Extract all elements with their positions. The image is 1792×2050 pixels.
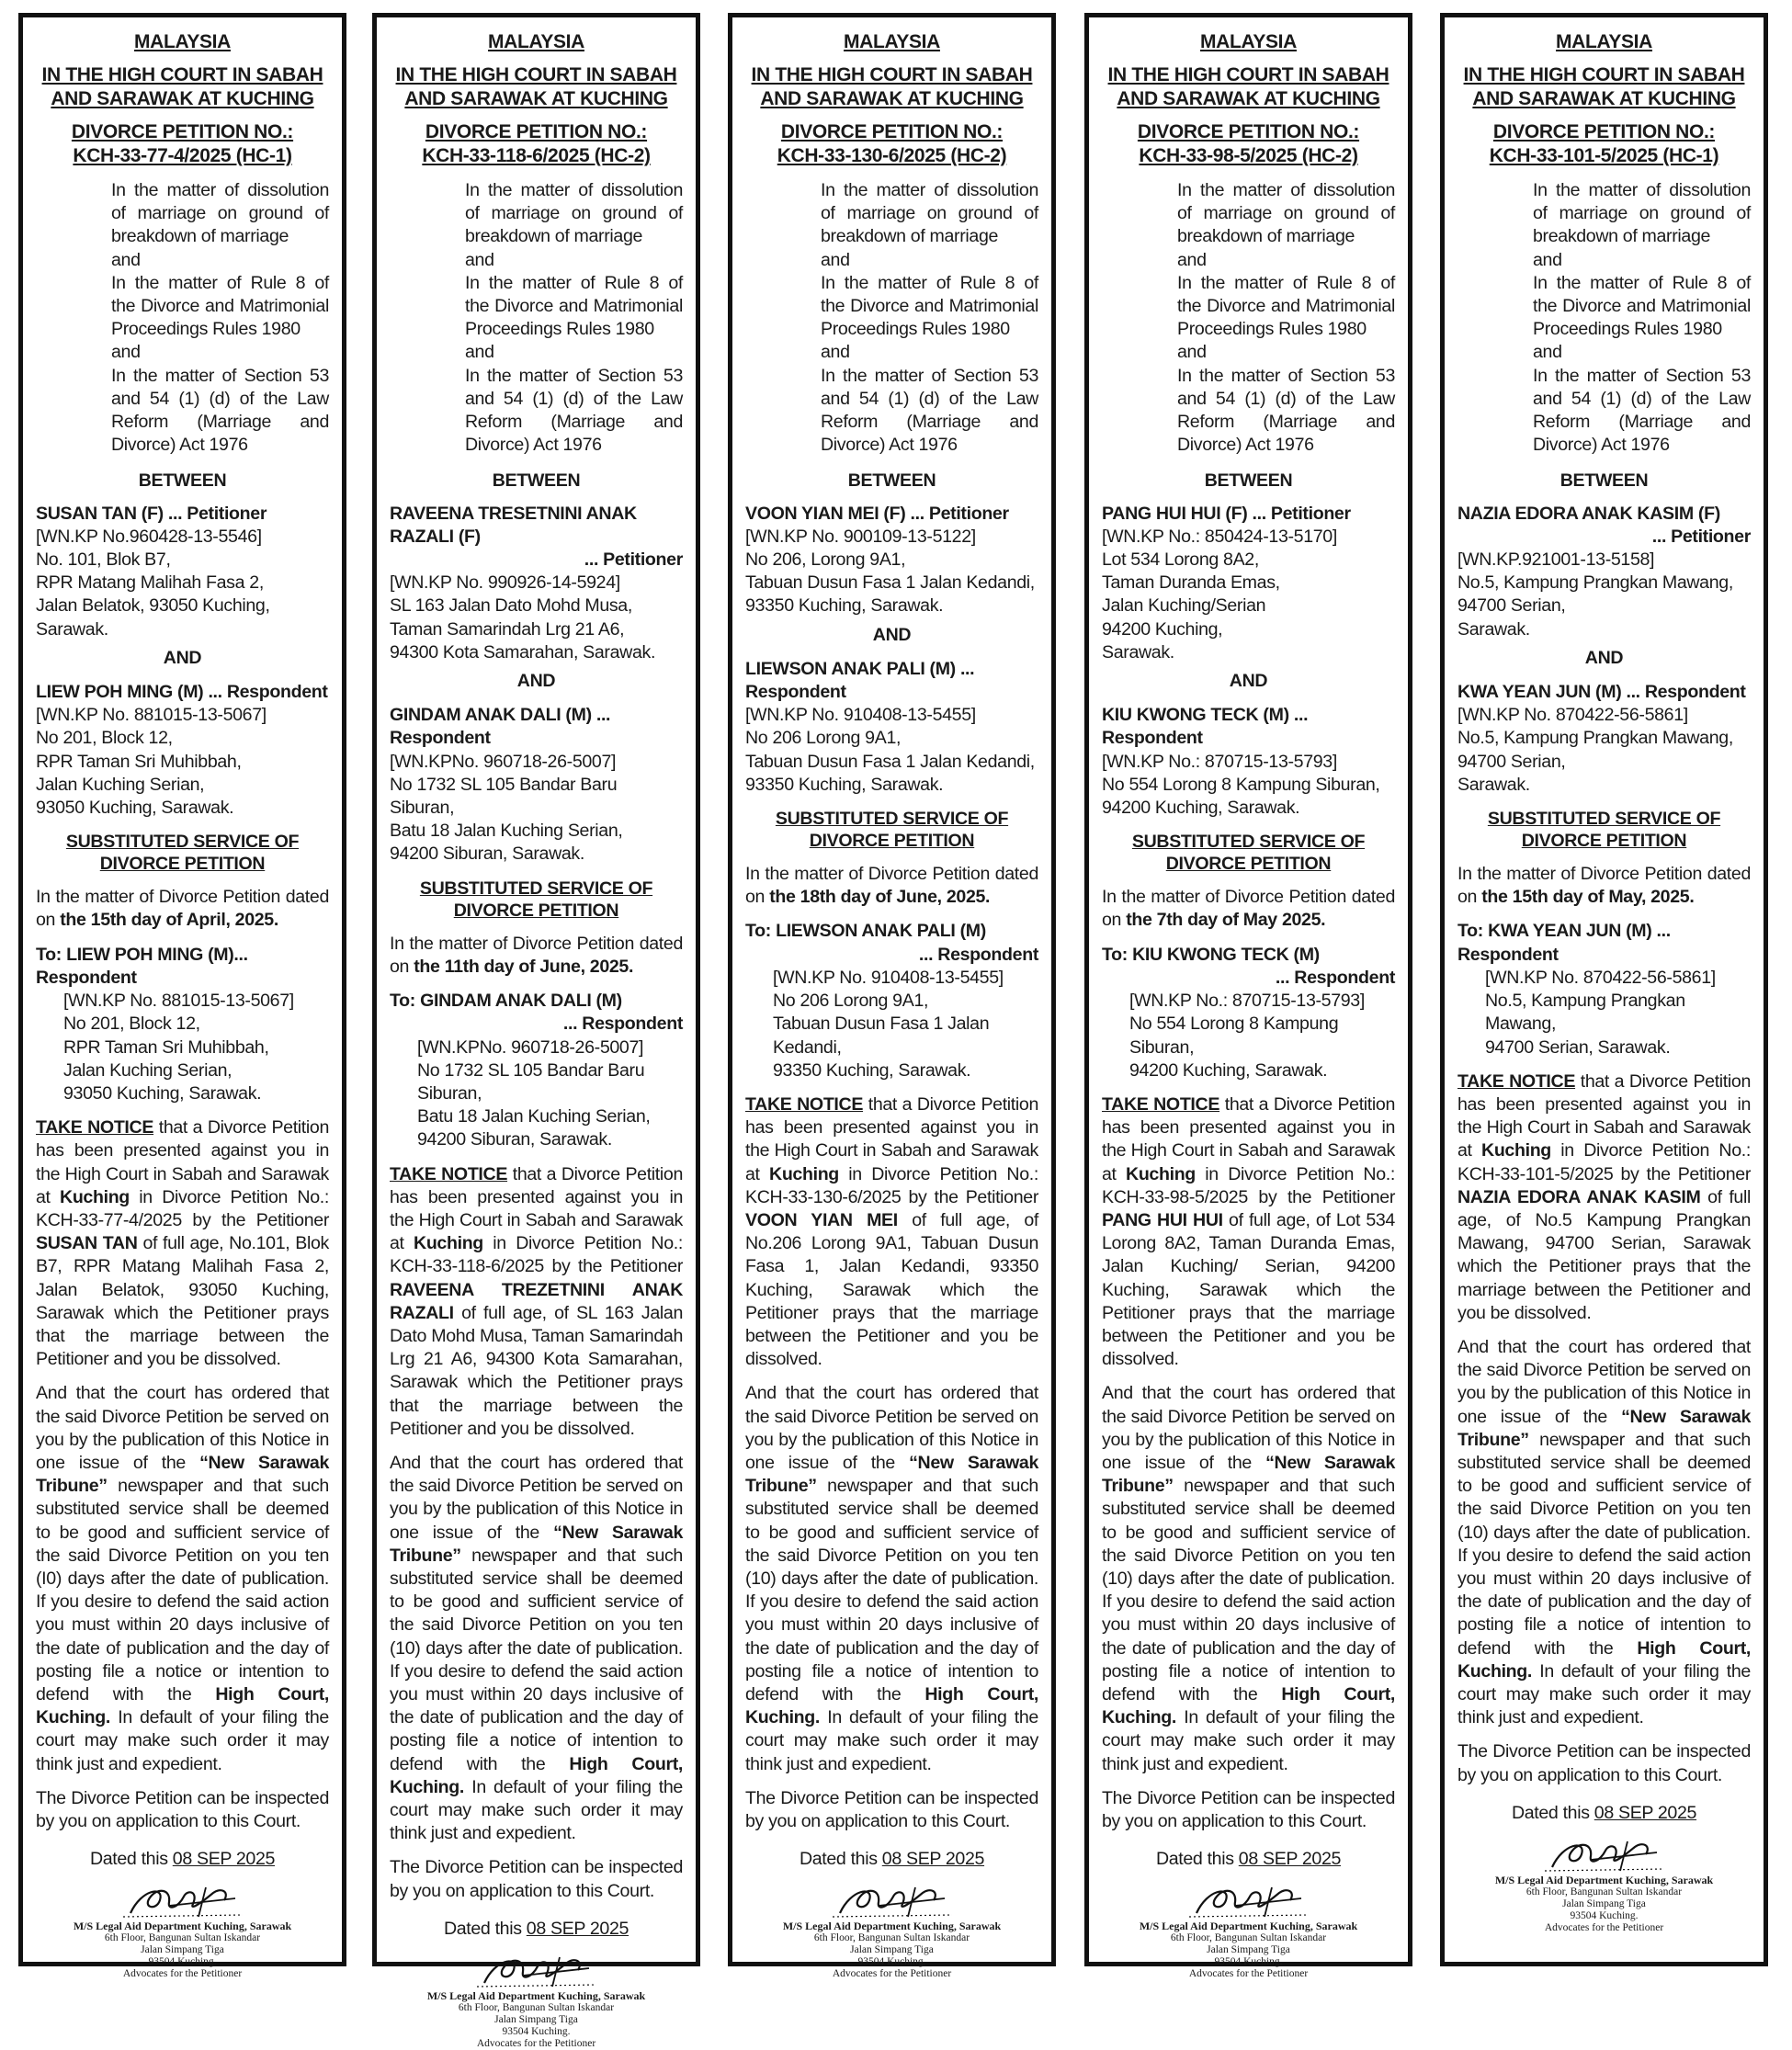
petitioner-ic: [WN.KP No.960428-13-5546] — [36, 526, 262, 547]
address-line: 94200 Siburan, Sarawak. — [417, 1129, 612, 1150]
to-block: To: LIEW POH MING (M)... Respondent [WN.KP No. 881015-13-5067] No 201, Block 12, RPR Taman Sri Muhibbah, Jalan Kuching Serian, 93050 Kuching, Sarawak. — [36, 944, 329, 1105]
take-notice-label: TAKE NOTICE — [1457, 1070, 1576, 1092]
address-line: 93050 Kuching, Sarawak. — [63, 1082, 262, 1104]
address-line: 94200 Kuching, — [1102, 618, 1223, 640]
to-block: To: KIU KWONG TECK (M) ... Respondent [WN.KP No.: 870715-13-5793] No 554 Lorong 8 Kampung Siburan, 94200 Kuching, Sarawak. — [1102, 944, 1395, 1082]
petitioner-block — [390, 503, 683, 664]
petition-number-heading: DIVORCE PETITION NO.: KCH-33-101-5/2025 (HC-1) — [1489, 121, 1719, 166]
respondent-name: KIU KWONG TECK (M) — [1102, 705, 1289, 726]
and-label: AND — [1229, 671, 1268, 692]
advocate-block: M/S Legal Aid Department Kuching, Sarawak 6th Floor, Bangunan Sultan Iskandar Jalan Simpang Tiga 93504 Kuching. Advocates for the Petitioner — [1494, 1874, 1714, 1933]
legal-notice-column-5 — [1440, 13, 1768, 1966]
dated-line: Dated this 08 SEP 2025 — [799, 1849, 985, 1870]
court-heading: IN THE HIGH COURT IN SABAH AND SARAWAK AT KUCHING — [1463, 64, 1745, 109]
address-line: SL 163 Jalan Dato Mohd Musa, — [390, 595, 632, 617]
to-name: GINDAM ANAK DALI (M) — [420, 991, 622, 1012]
signature-icon — [1180, 1880, 1318, 1920]
address-line: Lot 534 Lorong 8A2, — [1102, 549, 1259, 571]
petitioner-address — [1457, 572, 1751, 641]
between-label: BETWEEN — [492, 470, 581, 492]
to-name: KIU KWONG TECK (M) — [1132, 944, 1320, 965]
petitioner-name-line — [745, 503, 1038, 526]
address-line: Jalan Belatok, 93050 Kuching, — [36, 595, 270, 617]
to-ic: [WN.KP No. 910408-13-5455] — [773, 967, 1004, 988]
country-heading: MALAYSIA — [844, 31, 940, 52]
substituted-service-heading: SUBSTITUTED SERVICE OF DIVORCE PETITION — [1487, 809, 1721, 852]
address-line: Tabuan Dusun Fasa 1 Jalan Kedandi, — [773, 1014, 990, 1058]
to-name: KWA YEAN JUN (M) ... Respondent — [1457, 921, 1671, 965]
to-ic: [WN.KP No. 881015-13-5067] — [63, 991, 294, 1012]
to-role: ... Respondent — [1275, 967, 1395, 988]
address-line: Jalan Kuching/Serian — [1102, 595, 1266, 617]
petitioner-ic: [WN.KP No. 900109-13-5122] — [745, 526, 976, 547]
petition-number-heading: DIVORCE PETITION NO.: KCH-33-118-6/2025 (HC-2) — [422, 121, 651, 166]
court-order-paragraph: And that the court has ordered that the said Divorce Petition be served on you by the publication of this Notice in one issue of the “New Sarawak Tribune” newspaper and that such substituted service shall be deemed to be good and sufficient service of the said Divorce Petition on you ten (10) days after the date of publication. If you desire to defend the said action you must within 20 days inclusive of the date of publication and the day of posting file a notice of intention to defend with the High Court, Kuching. In default of your filing the court may make such order it may think just and expedient. — [1457, 1336, 1751, 1728]
between-label: BETWEEN — [847, 470, 936, 492]
take-notice-label: TAKE NOTICE — [745, 1093, 864, 1115]
petitioner-block — [745, 503, 1038, 618]
dated-date: 08 SEP 2025 — [172, 1849, 276, 1870]
respondent-name-line — [745, 658, 1038, 704]
address-line: Sarawak. — [36, 618, 108, 640]
petitioner-name-line — [1102, 503, 1395, 526]
address-line: No 1732 SL 105 Bandar Baru Siburan, — [417, 1059, 645, 1104]
address-line: Tabuan Dusun Fasa 1 Jalan Kedandi, — [745, 572, 1035, 594]
dated-line: Dated this 08 SEP 2025 — [89, 1849, 276, 1870]
to-address — [1485, 990, 1751, 1059]
address-line: No. 101, Blok B7, — [36, 549, 171, 571]
inspection-paragraph: The Divorce Petition can be inspected by you on application to this Court. — [390, 1857, 683, 1901]
and-label: AND — [516, 671, 556, 692]
dated-line: Dated this 08 SEP 2025 — [1155, 1849, 1342, 1870]
matter-clauses: In the matter of dissolution of marriage on ground of breakdown of marriage and In the matter of Rule 8 of the Divorce and Matrimonial Proceedings Rules 1980 and In the matter of Section 53 and 54 (1) (d) of the Law Reform (Marriage and Divorce) Act 1976 — [821, 180, 1038, 456]
address-line: No 201, Block 12, — [63, 1014, 200, 1035]
petitioner-name: SUSAN TAN (F) — [36, 503, 164, 524]
inspection-paragraph: The Divorce Petition can be inspected by you on application to this Court. — [1102, 1787, 1395, 1831]
to-ic: [WN.KPNo. 960718-26-5007] — [417, 1036, 644, 1058]
inspection-paragraph: The Divorce Petition can be inspected by you on application to this Court. — [36, 1787, 329, 1831]
legal-notice-column-4 — [1084, 13, 1412, 1980]
address-line: No 201, Block 12, — [36, 728, 173, 749]
petition-date-paragraph: In the matter of Divorce Petition dated on the 18th day of June, 2025. — [745, 864, 1038, 908]
signature-icon — [468, 1950, 606, 1990]
court-order-paragraph: And that the court has ordered that the said Divorce Petition be served on you by the publication of this Notice in one issue of the “New Sarawak Tribune” newspaper and that such substituted service shall be deemed to be good and sufficient service of the said Divorce Petition on you ten (10) days after the date of publication. If you desire to defend the said action you must within 20 days inclusive of the date of publication and the day of posting file a notice of intention to defend with the High Court, Kuching. In default of your filing the court may make such order it may think just and expedient. — [390, 1452, 683, 1844]
petition-number-heading: DIVORCE PETITION NO.: KCH-33-98-5/2025 (HC-2) — [1137, 121, 1360, 166]
take-notice-label: TAKE NOTICE — [36, 1117, 154, 1138]
respondent-name: LIEW POH MING (M) — [36, 682, 204, 703]
petition-date: the 15th day of May, 2025. — [1481, 887, 1695, 908]
to-ic: [WN.KP No. 870422-56-5861] — [1485, 967, 1716, 988]
take-notice-paragraph: TAKE NOTICE that a Divorce Petition has been presented against you in the High Court in Sabah and Sarawak at Kuching in Divorce Petition No.: KCH-33-118-6/2025 by the Petitioner RAVEENA TREZETNINI ANAK RAZALI of full age, of SL 163 Jalan Dato Mohd Musa, Taman Samarindah Lrg 21 A6, 94300 Kota Samarahan, Sarawak which the Petitioner prays that the marriage between the Petitioner and you be dissolved. — [390, 1163, 683, 1439]
petitioner-name: RAVEENA TRESETNINI ANAK RAZALI (F) — [390, 503, 637, 547]
respondent-block — [1102, 704, 1395, 820]
matter-clauses: In the matter of dissolution of marriage on ground of breakdown of marriage and In the matter of Rule 8 of the Divorce and Matrimonial Proceedings Rules 1980 and In the matter of Section 53 and 54 (1) (d) of the Law Reform (Marriage and Divorce) Act 1976 — [1177, 180, 1395, 456]
petitioner-role: ... Petitioner — [910, 503, 1009, 524]
address-line: No 206, Lorong 9A1, — [745, 549, 906, 571]
address-line: Sarawak. — [1457, 774, 1530, 795]
petitioner-block — [36, 503, 329, 641]
address-line: Sarawak. — [1102, 641, 1174, 663]
respondent-name-line — [36, 681, 329, 704]
address-line: Batu 18 Jalan Kuching Serian, — [390, 821, 623, 842]
petition-date-paragraph: In the matter of Divorce Petition dated on the 15th day of May, 2025. — [1457, 864, 1751, 908]
dated-date: 08 SEP 2025 — [881, 1849, 985, 1870]
petition-date-paragraph: In the matter of Divorce Petition dated on the 11th day of June, 2025. — [390, 933, 683, 977]
to-ic: [WN.KP No.: 870715-13-5793] — [1129, 991, 1365, 1012]
address-line: 94700 Serian, — [1457, 595, 1566, 617]
take-notice-paragraph: TAKE NOTICE that a Divorce Petition has been presented against you in the High Court in Sabah and Sarawak at Kuching in Divorce Petition No.: KCH-33-98-5/2025 by the Petitioner PANG HUI HUI of full age, of Lot 534 Lorong 8A2, Taman Duranda Emas, Jalan Kuching/ Serian, 94200 Kuching, Sarawak which the Petitioner prays that the marriage between the Petitioner and you be dissolved. — [1102, 1093, 1395, 1370]
inspection-paragraph: The Divorce Petition can be inspected by you on application to this Court. — [1457, 1741, 1751, 1785]
petitioner-role: ... Petitioner — [1651, 526, 1751, 547]
matter-clauses: In the matter of dissolution of marriage on ground of breakdown of marriage and In the matter of Rule 8 of the Divorce and Matrimonial Proceedings Rules 1980 and In the matter of Section 53 and 54 (1) (d) of the Law Reform (Marriage and Divorce) Act 1976 — [1533, 180, 1751, 456]
petitioner-address — [36, 549, 329, 641]
address-line: RPR Matang Malihah Fasa 2, — [36, 572, 264, 594]
dated-line: Dated this 08 SEP 2025 — [1511, 1802, 1697, 1823]
address-line: No 554 Lorong 8 Kampung Siburan, — [1129, 1014, 1339, 1058]
to-address — [1129, 1013, 1395, 1082]
court-heading: IN THE HIGH COURT IN SABAH AND SARAWAK AT KUCHING — [1107, 64, 1389, 109]
respondent-ic: [WN.KP No.: 870715-13-5793] — [1102, 751, 1337, 772]
matter-clauses: In the matter of dissolution of marriage on ground of breakdown of marriage and In the matter of Rule 8 of the Divorce and Matrimonial Proceedings Rules 1980 and In the matter of Section 53 and 54 (1) (d) of the Law Reform (Marriage and Divorce) Act 1976 — [465, 180, 683, 456]
to-name: LIEWSON ANAK PALI (M) — [776, 921, 986, 942]
address-line: Sarawak. — [1457, 618, 1530, 640]
respondent-block — [390, 704, 683, 866]
dated-date: 08 SEP 2025 — [1238, 1849, 1342, 1870]
address-line: Taman Samarindah Lrg 21 A6, — [390, 618, 625, 640]
respondent-address — [1102, 774, 1395, 820]
respondent-address — [390, 774, 683, 866]
to-address — [773, 990, 1038, 1082]
respondent-role: ... Respondent — [390, 705, 611, 749]
address-line: Jalan Kuching Serian, — [63, 1059, 233, 1081]
address-line: Batu 18 Jalan Kuching Serian, — [417, 1106, 651, 1127]
petitioner-ic: [WN.KP.921001-13-5158] — [1457, 549, 1655, 571]
between-label: BETWEEN — [1204, 470, 1293, 492]
to-name: LIEW POH MING (M)... Respondent — [36, 944, 248, 988]
petition-date: the 11th day of June, 2025. — [414, 956, 634, 977]
to-block: To: GINDAM ANAK DALI (M) ... Respondent [WN.KPNo. 960718-26-5007] No 1732 SL 105 Bandar Baru Siburan, Batu 18 Jalan Kuching Serian, 94200 Siburan, Sarawak. — [390, 990, 683, 1151]
petition-date: the 15th day of April, 2025. — [60, 910, 278, 931]
court-order-paragraph: And that the court has ordered that the said Divorce Petition be served on you by the publication of this Notice in one issue of the “New Sarawak Tribune” newspaper and that such substituted service shall be deemed to be good and sufficient service of the said Divorce Petition on you ten (10) days after the date of publication. If you desire to defend the said action you must within 20 days inclusive of the date of publication and the day of posting file a notice of intention to defend with the High Court, Kuching. In default of your filing the court may make such order it may think just and expedient. — [745, 1383, 1038, 1774]
address-line: 94200 Siburan, Sarawak. — [390, 844, 584, 865]
respondent-ic: [WN.KPNo. 960718-26-5007] — [390, 751, 617, 772]
respondent-role: ... Respondent — [1626, 682, 1746, 703]
petitioner-block — [1457, 503, 1751, 641]
to-address — [417, 1059, 683, 1152]
signature-icon — [114, 1880, 252, 1920]
petitioner-name-line — [390, 503, 683, 572]
address-line: No 206 Lorong 9A1, — [745, 728, 902, 749]
address-line: No 1732 SL 105 Bandar Baru Siburan, — [390, 774, 618, 819]
take-notice-label: TAKE NOTICE — [390, 1163, 508, 1184]
substituted-service-heading: SUBSTITUTED SERVICE OF DIVORCE PETITION — [775, 809, 1009, 852]
address-line: 93350 Kuching, Sarawak. — [745, 774, 944, 795]
respondent-block — [745, 658, 1038, 797]
dated-line: Dated this 08 SEP 2025 — [443, 1918, 629, 1939]
between-label: BETWEEN — [138, 470, 227, 492]
address-line: Jalan Kuching Serian, — [36, 774, 205, 795]
respondent-role: ... Respondent — [1102, 705, 1309, 749]
address-line: Taman Duranda Emas, — [1102, 572, 1280, 594]
respondent-name-line — [390, 704, 683, 750]
petition-number-heading: DIVORCE PETITION NO.: KCH-33-130-6/2025 (HC-2) — [777, 121, 1007, 166]
address-line: No 206 Lorong 9A1, — [773, 991, 929, 1012]
between-label: BETWEEN — [1559, 470, 1649, 492]
respondent-name: GINDAM ANAK DALI (M) — [390, 705, 592, 726]
to-role: ... Respondent — [562, 1014, 683, 1035]
take-notice-paragraph: TAKE NOTICE that a Divorce Petition has been presented against you in the High Court in Sabah and Sarawak at Kuching in Divorce Petition No.: KCH-33-77-4/2025 by the Petitioner SUSAN TAN of full age, No.101, Blok B7, RPR Matang Malihah Fasa 2, Jalan Belatok, 93050 Kuching, Sarawak which the Petitioner prays that the marriage between the Petitioner and you be dissolved. — [36, 1117, 329, 1370]
take-notice-paragraph: TAKE NOTICE that a Divorce Petition has been presented against you in the High Court in Sabah and Sarawak at Kuching in Divorce Petition No.: KCH-33-101-5/2025 by the Petitioner NAZIA EDORA ANAK KASIM of full age, of No.5 Kampung Prangkan Mawang, 94700 Serian, Sarawak which the Petitioner prays that the marriage between the Petitioner and you be dissolved. — [1457, 1070, 1751, 1323]
court-order-paragraph: And that the court has ordered that the said Divorce Petition be served on you by the publication of this Notice in one issue of the “New Sarawak Tribune” newspaper and that such substituted service shall be deemed to be good and sufficient service of the said Divorce Petition on you ten (I0) days after the date of publication. If you desire to defend the said action you must within 20 days inclusive of the date of publication and the day of posting file a notice or intention to defend with the High Court, Kuching. In default of your filing the court may make such order it may think just and expedient. — [36, 1383, 329, 1774]
respondent-address — [36, 727, 329, 820]
advocate-block: M/S Legal Aid Department Kuching, Sarawak 6th Floor, Bangunan Sultan Iskandar Jalan Simpang Tiga 93504 Kuching. Advocates for the Petitioner — [1139, 1920, 1358, 1980]
petition-date: the 7th day of May 2025. — [1126, 910, 1326, 931]
petitioner-ic: [WN.KP No.: 850424-13-5170] — [1102, 526, 1337, 547]
petition-date: the 18th day of June, 2025. — [769, 887, 991, 908]
and-label: AND — [163, 647, 202, 668]
country-heading: MALAYSIA — [488, 31, 584, 52]
respondent-name: LIEWSON ANAK PALI (M) — [745, 658, 956, 679]
court-heading: IN THE HIGH COURT IN SABAH AND SARAWAK AT KUCHING — [751, 64, 1033, 109]
substituted-service-heading: SUBSTITUTED SERVICE OF DIVORCE PETITION — [1131, 832, 1366, 875]
address-line: 93050 Kuching, Sarawak. — [36, 798, 234, 819]
petitioner-role: ... Petitioner — [1252, 503, 1351, 524]
substituted-service-heading: SUBSTITUTED SERVICE OF DIVORCE PETITION — [419, 878, 653, 921]
legal-notice-column-2 — [372, 13, 700, 2050]
respondent-ic: [WN.KP No. 910408-13-5455] — [745, 705, 976, 726]
respondent-name: KWA YEAN JUN (M) — [1457, 682, 1622, 703]
to-block: To: LIEWSON ANAK PALI (M) ... Respondent [WN.KP No. 910408-13-5455] No 206 Lorong 9A1, Tabuan Dusun Fasa 1 Jalan Kedandi, 93350 Kuching, Sarawak. — [745, 920, 1038, 1082]
petition-date-paragraph: In the matter of Divorce Petition dated on the 7th day of May 2025. — [1102, 887, 1395, 931]
country-heading: MALAYSIA — [134, 31, 231, 52]
respondent-address — [745, 727, 1038, 797]
respondent-ic: [WN.KP No. 870422-56-5861] — [1457, 705, 1688, 726]
signature-icon — [1536, 1834, 1673, 1874]
address-line: 94200 Kuching, Sarawak. — [1129, 1059, 1328, 1081]
respondent-block — [36, 681, 329, 820]
petitioner-address — [745, 549, 1038, 618]
petitioner-address — [1102, 549, 1395, 664]
address-line: 94200 Kuching, Sarawak. — [1102, 798, 1300, 819]
court-heading: IN THE HIGH COURT IN SABAH AND SARAWAK AT KUCHING — [395, 64, 677, 109]
address-line: Tabuan Dusun Fasa 1 Jalan Kedandi, — [745, 751, 1035, 772]
take-notice-label: TAKE NOTICE — [1102, 1093, 1220, 1115]
petition-date-paragraph: In the matter of Divorce Petition dated on the 15th day of April, 2025. — [36, 887, 329, 931]
respondent-role: ... Respondent — [208, 682, 328, 703]
inspection-paragraph: The Divorce Petition can be inspected by you on application to this Court. — [745, 1787, 1038, 1831]
address-line: No.5, Kampung Prangkan Mawang, — [1457, 728, 1733, 749]
to-address — [63, 1013, 329, 1105]
respondent-name-line — [1102, 704, 1395, 750]
address-line: 93350 Kuching, Sarawak. — [773, 1059, 971, 1081]
petitioner-address — [390, 595, 683, 664]
address-line: RPR Taman Sri Muhibbah, — [63, 1036, 269, 1058]
petitioner-name-line — [36, 503, 329, 526]
take-notice-paragraph: TAKE NOTICE that a Divorce Petition has been presented against you in the High Court in Sabah and Sarawak at Kuching in Divorce Petition No.: KCH-33-130-6/2025 by the Petitioner VOON YIAN MEI of full age, of No.206 Lorong 9A1, Tabuan Dusun Fasa 1, Jalan Kedandi, 93350 Kuching, Sarawak which the Petitioner prays that the marriage between the Petitioner and you be dissolved. — [745, 1093, 1038, 1370]
matter-clauses: In the matter of dissolution of marriage on ground of breakdown of marriage and In the matter of Rule 8 of the Divorce and Matrimonial Proceedings Rules 1980 and In the matter of Section 53 and 54 (1) (d) of the Law Reform (Marriage and Divorce) Act 1976 — [111, 180, 329, 456]
address-line: No.5, Kampung Prangkan Mawang, — [1485, 991, 1685, 1035]
address-line: RPR Taman Sri Muhibbah, — [36, 751, 242, 772]
petition-number-heading: DIVORCE PETITION NO.: KCH-33-77-4/2025 (HC-1) — [71, 121, 294, 166]
country-heading: MALAYSIA — [1556, 31, 1652, 52]
dated-date: 08 SEP 2025 — [526, 1918, 629, 1939]
address-line: No 554 Lorong 8 Kampung Siburan, — [1102, 774, 1380, 795]
petitioner-role: ... Petitioner — [584, 549, 683, 571]
petitioner-name: NAZIA EDORA ANAK KASIM (F) — [1457, 503, 1720, 524]
petitioner-name: PANG HUI HUI (F) — [1102, 503, 1248, 524]
petitioner-role: ... Petitioner — [167, 503, 267, 524]
respondent-ic: [WN.KP No. 881015-13-5067] — [36, 705, 267, 726]
advocate-block: M/S Legal Aid Department Kuching, Sarawak 6th Floor, Bangunan Sultan Iskandar Jalan Simpang Tiga 93504 Kuching. Advocates for the Petitioner — [782, 1920, 1002, 1980]
address-line: 94300 Kota Samarahan, Sarawak. — [390, 641, 656, 663]
respondent-name-line — [1457, 681, 1751, 704]
court-heading: IN THE HIGH COURT IN SABAH AND SARAWAK AT KUCHING — [41, 64, 323, 109]
and-label: AND — [872, 624, 912, 645]
petitioner-ic: [WN.KP No. 990926-14-5924] — [390, 572, 620, 594]
address-line: 93350 Kuching, Sarawak. — [745, 595, 944, 617]
legal-notice-column-3 — [728, 13, 1056, 1980]
respondent-role: ... Respondent — [745, 658, 975, 703]
to-block: To: KWA YEAN JUN (M) ... Respondent [WN.KP No. 870422-56-5861] No.5, Kampung Prangkan Mawang, 94700 Serian, Sarawak. — [1457, 920, 1751, 1059]
signature-icon — [823, 1880, 961, 1920]
petitioner-block — [1102, 503, 1395, 664]
country-heading: MALAYSIA — [1200, 31, 1297, 52]
advocate-block: M/S Legal Aid Department Kuching, Sarawak 6th Floor, Bangunan Sultan Iskandar Jalan Simpang Tiga 93504 Kuching. Advocates for the Petitioner — [73, 1920, 292, 1980]
address-line: No.5, Kampung Prangkan Mawang, — [1457, 572, 1733, 594]
court-order-paragraph: And that the court has ordered that the said Divorce Petition be served on you by the publication of this Notice in one issue of the “New Sarawak Tribune” newspaper and that such substituted service shall be deemed to be good and sufficient service of the said Divorce Petition on you ten (10) days after the date of publication. If you desire to defend the said action you must within 20 days inclusive of the date of publication and the day of posting file a notice of intention to defend with the High Court, Kuching. In default of your filing the court may make such order it may think just and expedient. — [1102, 1383, 1395, 1774]
address-line: 94700 Serian, — [1457, 751, 1566, 772]
to-role: ... Respondent — [918, 944, 1038, 965]
and-label: AND — [1584, 647, 1624, 668]
address-line: 94700 Serian, Sarawak. — [1485, 1036, 1671, 1058]
petitioner-name-line — [1457, 503, 1751, 549]
substituted-service-heading: SUBSTITUTED SERVICE OF DIVORCE PETITION — [65, 832, 300, 875]
respondent-address — [1457, 727, 1751, 797]
respondent-block — [1457, 681, 1751, 797]
petitioner-name: VOON YIAN MEI (F) — [745, 503, 906, 524]
dated-date: 08 SEP 2025 — [1594, 1802, 1697, 1823]
advocate-block: M/S Legal Aid Department Kuching, Sarawak 6th Floor, Bangunan Sultan Iskandar Jalan Simpang Tiga 93504 Kuching. Advocates for the Petitioner — [426, 1989, 646, 2050]
legal-notice-column-1 — [18, 13, 346, 1980]
